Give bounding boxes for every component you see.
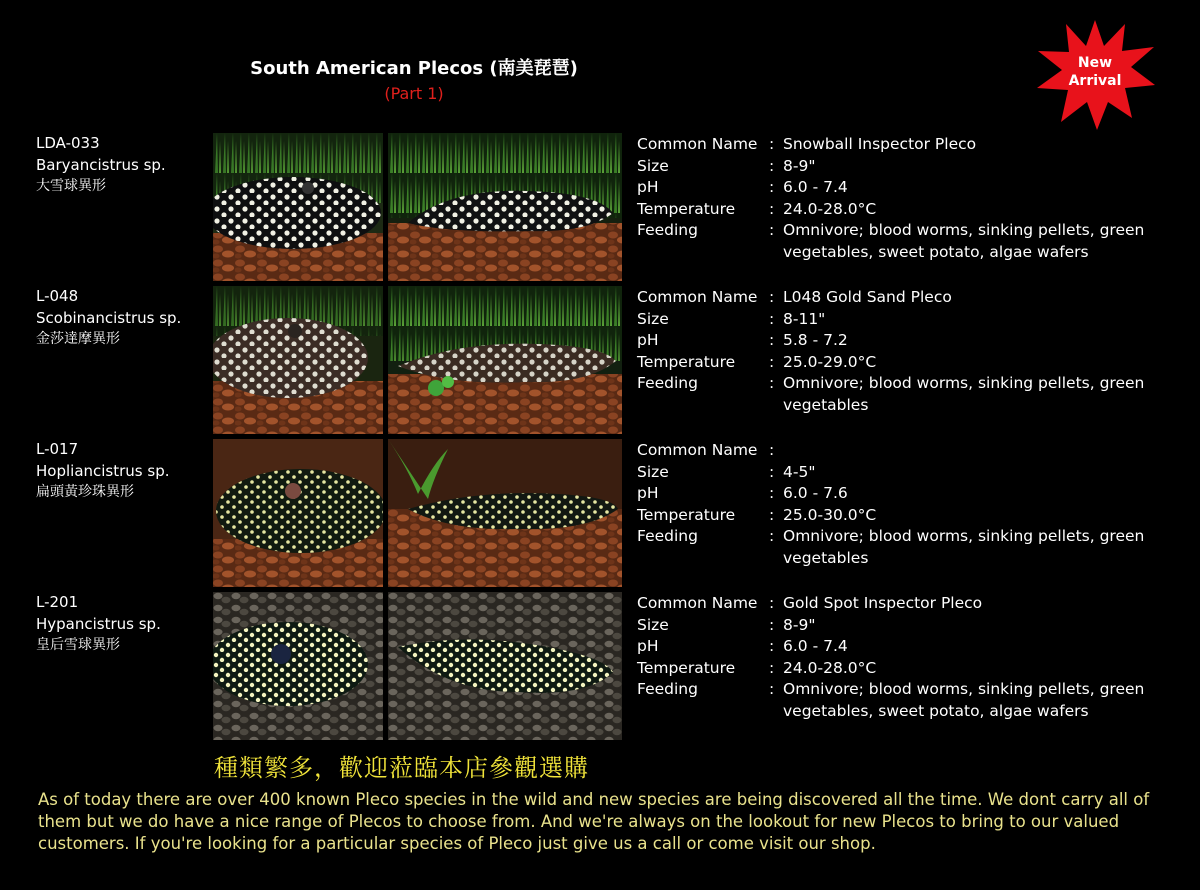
species-photo-closeup [213, 439, 383, 587]
shop-slogan: 種類繁多，歡迎蒞臨本店參觀選購 [214, 754, 589, 782]
species-row [0, 592, 1200, 740]
label-ph: pH [637, 484, 659, 502]
label-common-name: Common Name [637, 288, 758, 306]
species-scientific-name: Baryancistrus sp. [36, 155, 166, 174]
species-id [36, 592, 211, 657]
label-temperature: Temperature [637, 199, 736, 218]
label-temperature: Temperature [637, 352, 736, 371]
label-temperature: Temperature [637, 658, 736, 677]
species-photo-closeup [213, 286, 383, 434]
species-row [0, 133, 1200, 281]
temperature-value: 25.0-30.0°C [783, 505, 877, 524]
label-size: Size [637, 156, 669, 175]
label-common-name: Common Name [637, 135, 758, 153]
common-name-value: Gold Spot Inspector Pleco [783, 594, 983, 612]
species-code: L-048 [36, 287, 79, 305]
new-arrival-badge [1033, 18, 1157, 132]
label-size: Size [637, 615, 669, 634]
species-id [36, 286, 211, 351]
size-value: 8-11" [783, 309, 826, 328]
ph-value: 6.0 - 7.6 [783, 484, 848, 502]
svg-text:Arrival: Arrival [1068, 73, 1122, 89]
footer-description: As of today there are over 400 known Pleco species in the wild and new species are being discovered all the time. We dont carry all of them but we do have a nice range of Plecos to choose from. And we're always on the lookout for new Plecos to bring to our valued customers. If you're looking for a particular species of Pleco just give us a call or come visit our shop. [38, 790, 1150, 853]
common-name-value: L048 Gold Sand Pleco [783, 288, 952, 306]
ph-value: 6.0 - 7.4 [783, 637, 848, 655]
temperature-value: 25.0-29.0°C [783, 352, 877, 371]
label-size: Size [637, 462, 669, 481]
label-common-name: Common Name [637, 594, 758, 612]
page-subtitle: (Part 1) [384, 84, 444, 103]
species-info: Common Name : L048 Gold Sand Pleco Size : 8-11" pH : 5.8 - 7.2 Temperature : 25.0-29.0°C Feeding : Omnivore; blood worms, sinking pellets, green vegetables [637, 287, 1177, 416]
size-value: 4-5" [783, 462, 816, 481]
species-info: Common Name : Snowball Inspector Pleco Size : 8-9" pH : 6.0 - 7.4 Temperature : 24.0-28.0°C Feeding : Omnivore; blood worms, sinking pellets, green vegetables, sweet potato, algae wafers [637, 134, 1177, 263]
label-ph: pH [637, 331, 659, 349]
species-row [0, 286, 1200, 434]
species-info: Common Name : Size : 4-5" pH : 6.0 - 7.6 Temperature : 25.0-30.0°C Feeding : Omnivore; blood worms, sinking pellets, green vegetables [637, 440, 1177, 569]
species-id [36, 439, 211, 504]
species-scientific-name: Hopliancistrus sp. [36, 461, 170, 480]
feeding-value: Omnivore; blood worms, sinking pellets, green vegetables, sweet potato, algae wafers [783, 680, 1145, 720]
species-code: L-201 [36, 593, 79, 611]
species-id [36, 133, 211, 198]
species-photo-closeup [213, 592, 383, 740]
feeding-value: Omnivore; blood worms, sinking pellets, green vegetables [783, 374, 1145, 414]
common-name-value: Snowball Inspector Pleco [783, 135, 977, 153]
species-photo-full [388, 439, 622, 587]
species-code: L-017 [36, 440, 79, 458]
size-value: 8-9" [783, 615, 816, 634]
size-value: 8-9" [783, 156, 816, 175]
label-feeding: Feeding [637, 680, 698, 698]
ph-value: 5.8 - 7.2 [783, 331, 848, 349]
ph-value: 6.0 - 7.4 [783, 178, 848, 196]
svg-text:New: New [1077, 55, 1113, 71]
label-common-name: Common Name [637, 441, 758, 459]
species-chinese-name: 金莎達摩異形 [36, 331, 120, 347]
species-photo-closeup [213, 133, 383, 281]
temperature-value: 24.0-28.0°C [783, 199, 877, 218]
species-code: LDA-033 [36, 134, 100, 152]
species-chinese-name: 大雪球異形 [36, 178, 106, 194]
species-chinese-name: 扁頭黃珍珠異形 [36, 484, 134, 500]
feeding-value: Omnivore; blood worms, sinking pellets, green vegetables, sweet potato, algae wafers [783, 221, 1145, 261]
temperature-value: 24.0-28.0°C [783, 658, 877, 677]
species-photo-full [388, 133, 622, 281]
feeding-value: Omnivore; blood worms, sinking pellets, green vegetables [783, 527, 1145, 567]
label-size: Size [637, 309, 669, 328]
label-ph: pH [637, 178, 659, 196]
species-chinese-name: 皇后雪球異形 [36, 637, 120, 653]
species-info: Common Name : Gold Spot Inspector Pleco Size : 8-9" pH : 6.0 - 7.4 Temperature : 24.0-28.0°C Feeding : Omnivore; blood worms, sinking pellets, green vegetables, sweet potato, algae wafers [637, 593, 1177, 722]
species-row [0, 439, 1200, 587]
species-photo-full [388, 592, 622, 740]
label-temperature: Temperature [637, 505, 736, 524]
label-ph: pH [637, 637, 659, 655]
label-feeding: Feeding [637, 527, 698, 545]
page-title: South American Plecos (南美琵琶) [250, 58, 578, 79]
label-feeding: Feeding [637, 221, 698, 239]
label-feeding: Feeding [637, 374, 698, 392]
species-photo-full [388, 286, 622, 434]
species-scientific-name: Scobinancistrus sp. [36, 308, 182, 327]
species-scientific-name: Hypancistrus sp. [36, 614, 161, 633]
